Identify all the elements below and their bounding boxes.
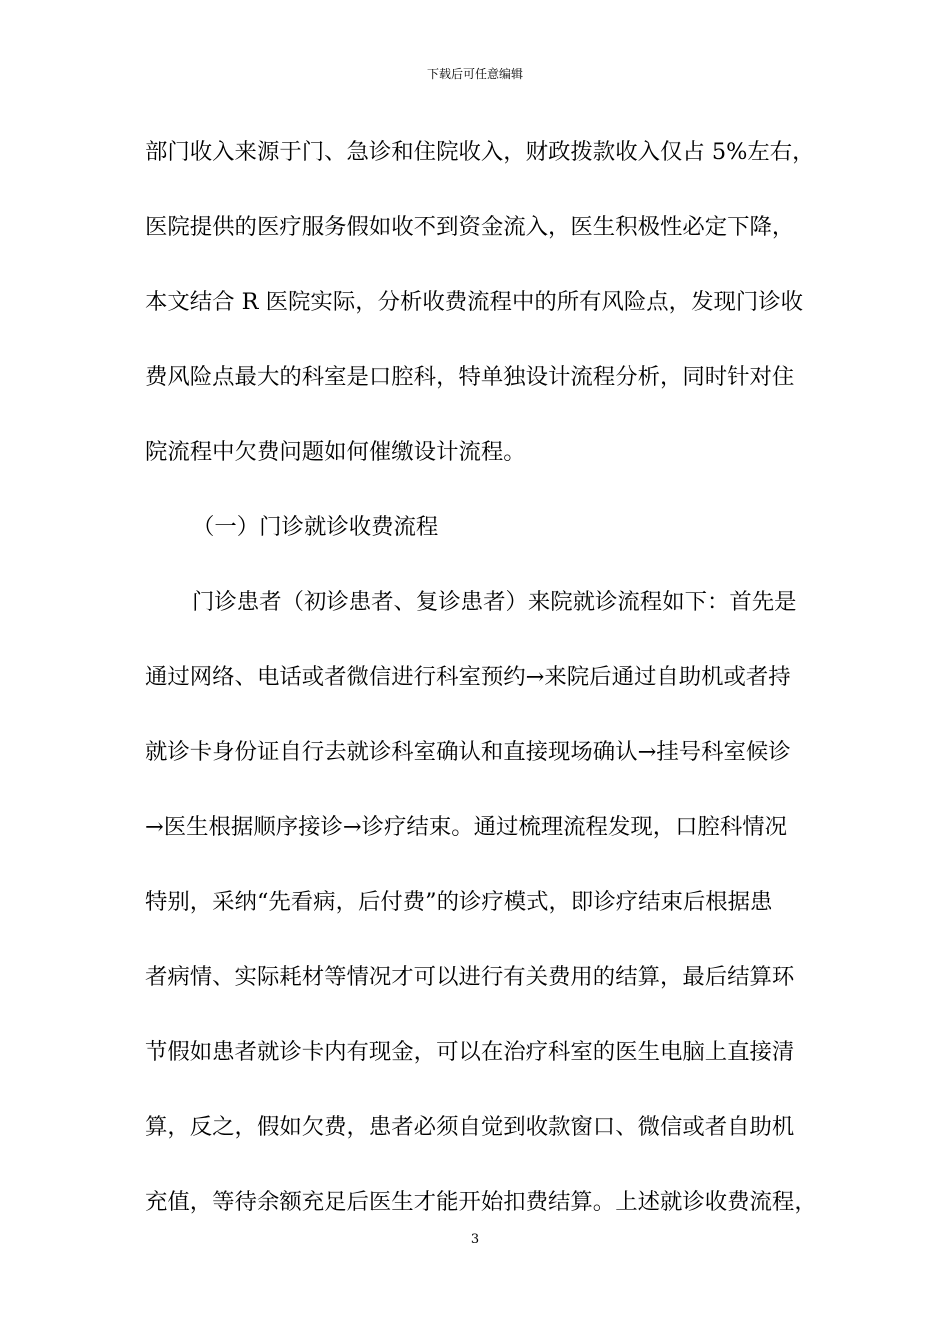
page-header: 下载后可任意编辑: [426, 67, 523, 81]
paragraph-line: 医院提供的医疗服务假如收不到资金流入，医生积极性必定下降，: [145, 214, 795, 240]
paragraph-line: →医生根据顺序接诊→诊疗结束。通过梳理流程发现，口腔科情况: [145, 814, 788, 840]
paragraph-line: 就诊卡身份证自行去就诊科室确认和直接现场确认→挂号科室候诊: [145, 739, 791, 765]
paragraph-line: 通过网络、电话或者微信进行科室预约→来院后通过自助机或者持: [145, 664, 791, 690]
section-heading: （一）门诊就诊收费流程: [192, 514, 439, 540]
paragraph-line: 费风险点最大的科室是口腔科，特单独设计流程分析，同时针对住: [145, 364, 795, 390]
page-number: 3: [470, 1232, 480, 1247]
paragraph-line: 节假如患者就诊卡内有现金，可以在治疗科室的医生电脑上直接清: [145, 1039, 795, 1065]
paragraph-line: 者病情、实际耗材等情况才可以进行有关费用的结算，最后结算环: [145, 964, 795, 990]
paragraph-line: 充值，等待余额充足后医生才能开始扣费结算。上述就诊收费流程，: [145, 1189, 817, 1215]
paragraph-line: 院流程中欠费问题如何催缴设计流程。: [145, 439, 526, 465]
paragraph-line: 特别，采纳“先看病，后付费”的诊疗模式，即诊疗结束后根据患: [145, 889, 773, 915]
paragraph-line: 部门收入来源于门、急诊和住院收入，财政拨款收入仅占 5%左右，: [145, 139, 815, 165]
paragraph-line: 门诊患者（初诊患者、复诊患者）来院就诊流程如下：首先是: [192, 589, 797, 615]
paragraph-line: 算，反之，假如欠费，患者必须自觉到收款窗口、微信或者自助机: [145, 1114, 795, 1140]
paragraph-line: 本文结合 R 医院实际，分析收费流程中的所有风险点，发现门诊收: [145, 289, 804, 315]
